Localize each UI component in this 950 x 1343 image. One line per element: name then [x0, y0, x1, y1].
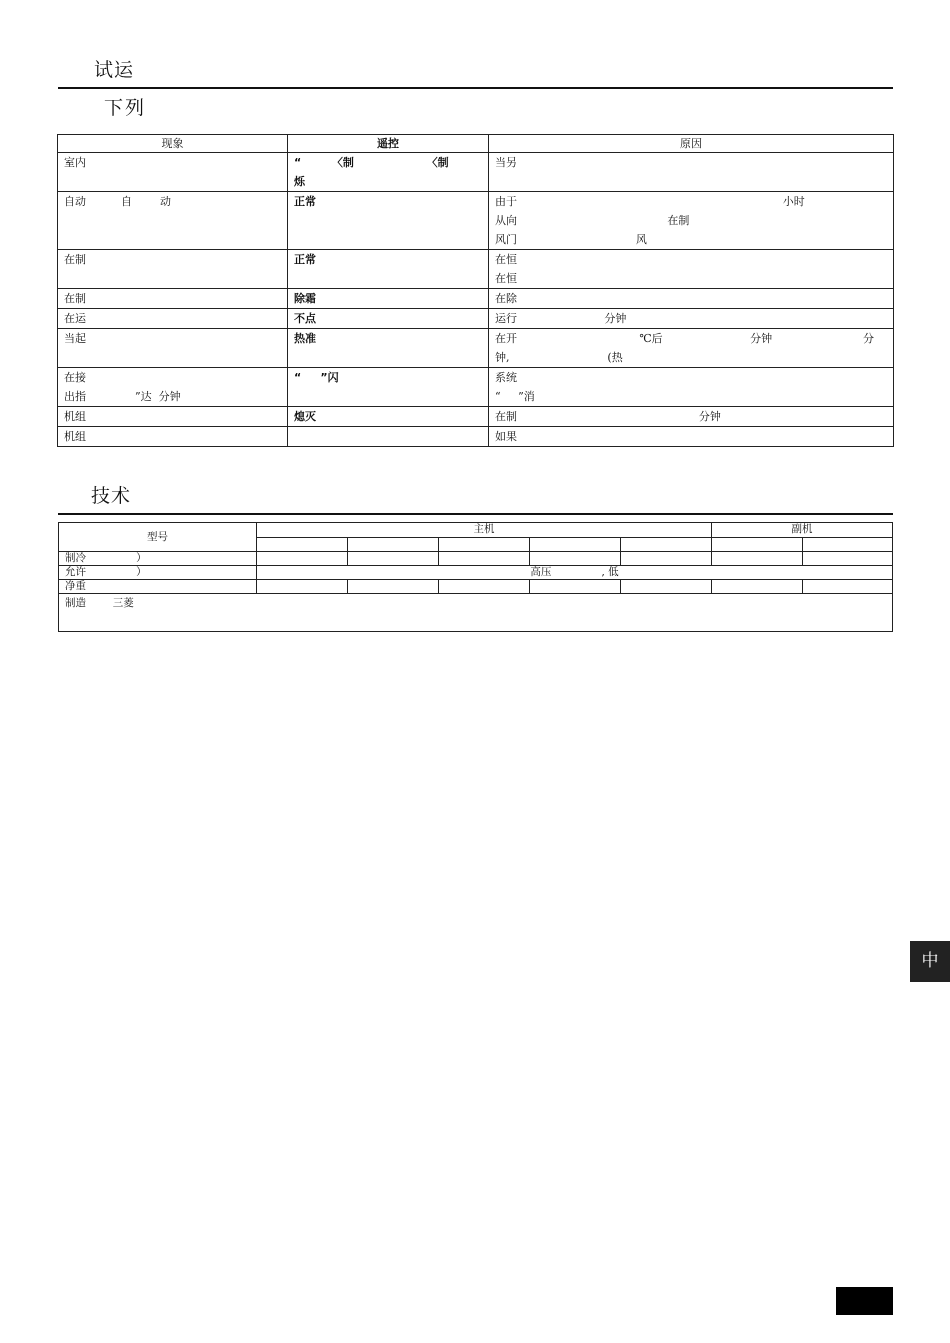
table-row [58, 250, 894, 289]
phenomenon-cell-text: 机组 [64, 430, 86, 443]
phenomenon-cell-text: 当起 [64, 332, 86, 345]
divider [58, 87, 893, 89]
phenomenon-cell [58, 192, 288, 250]
cause-cell [489, 309, 894, 329]
remote-cell [288, 250, 489, 289]
table-row [58, 427, 894, 447]
phenomenon-cell-text: 出指 ”达 分钟 [64, 390, 181, 403]
phenomenon-cell [58, 250, 288, 289]
remote-cell [288, 427, 489, 447]
cause-cell [489, 427, 894, 447]
remote-cell-text: 正常 [294, 253, 316, 266]
table-row [58, 329, 894, 368]
cause-cell-text: 由于 小时 [495, 195, 805, 208]
cause-cell-text: 在制 分钟 [495, 410, 721, 423]
table-row [58, 153, 894, 192]
page-number-box [836, 1287, 893, 1315]
table-header-row [58, 135, 894, 153]
cause-cell [489, 250, 894, 289]
remote-cell-text: 除霜 [294, 292, 316, 305]
phenomenon-cell [58, 368, 288, 407]
cause-cell [489, 153, 894, 192]
remote-cell [288, 407, 489, 427]
troubleshooting-table [57, 134, 894, 447]
cause-cell [489, 368, 894, 407]
phenomenon-cell-text: 在制 [64, 292, 86, 305]
section-subtitle-list: 下列 [104, 97, 147, 119]
phenomenon-cell-text: 室内 [64, 156, 86, 169]
spec-label-weight: 净重 [59, 580, 257, 594]
phenomenon-cell [58, 309, 288, 329]
cause-cell-text: 在恒 [495, 272, 517, 285]
section-title-specs: 技术 [91, 485, 132, 507]
remote-cell [288, 153, 489, 192]
phenomenon-cell [58, 427, 288, 447]
phenomenon-cell [58, 329, 288, 368]
phenomenon-cell-text: 机组 [64, 410, 86, 423]
spec-row [59, 580, 893, 594]
table-row [58, 289, 894, 309]
remote-cell-text: “ 〈制 〈制 [294, 156, 449, 169]
remote-cell-text: 热准 [294, 332, 316, 345]
cause-cell-text: 风门 风 [495, 233, 647, 246]
phenomenon-cell [58, 407, 288, 427]
header-cause: 原因 [489, 135, 894, 153]
specifications-table [58, 522, 893, 632]
phenomenon-cell-text: 自动 自 动 [64, 195, 171, 208]
language-tab[interactable] [910, 941, 950, 982]
spec-label-allowed: 允许 ） [59, 566, 257, 580]
cause-cell-text: 从向 在制 [495, 214, 690, 227]
maker-label: 制造 三菱 [59, 594, 893, 632]
table-row [58, 309, 894, 329]
remote-cell [288, 329, 489, 368]
cause-cell [489, 407, 894, 427]
cause-cell [489, 192, 894, 250]
table-row [58, 368, 894, 407]
remote-cell [288, 368, 489, 407]
spec-row [59, 552, 893, 566]
cause-cell-text: 系统 [495, 371, 517, 384]
section-title-test-run: 试运 [94, 59, 135, 81]
table-row [58, 192, 894, 250]
maker-row [59, 594, 893, 632]
remote-cell-text: 烁 [294, 175, 305, 188]
cause-cell [489, 329, 894, 368]
remote-cell-text [294, 427, 482, 446]
cause-cell-text: 如果 [495, 430, 517, 443]
cause-cell [489, 289, 894, 309]
spec-pressure-value: 高压 , 低 [257, 566, 893, 580]
cause-cell-text: 钟, (热 [495, 351, 623, 364]
spec-row [59, 566, 893, 580]
phenomenon-cell-text: 在制 [64, 253, 86, 266]
remote-cell-text: “ ”闪 [294, 371, 339, 384]
cause-cell-text: 当另 [495, 156, 517, 169]
remote-cell-text: 正常 [294, 195, 316, 208]
cause-cell-text: 在恒 [495, 253, 517, 266]
cause-cell-text: “ ”消 [495, 390, 535, 403]
phenomenon-cell [58, 289, 288, 309]
header-phenomenon: 现象 [58, 135, 288, 153]
table-row [58, 407, 894, 427]
spec-label-cooling: 制冷 ） [59, 552, 257, 566]
remote-cell [288, 309, 489, 329]
remote-cell-text: 熄灭 [294, 410, 316, 423]
phenomenon-cell-text: 在接 [64, 371, 86, 384]
remote-cell [288, 289, 489, 309]
model-label: 型号 [59, 523, 257, 552]
main-unit-header: 主机 [257, 523, 712, 538]
sub-unit-header: 副机 [712, 523, 893, 538]
cause-cell-text: 在开 ℃后 分钟 分 [495, 332, 875, 345]
cause-cell-text: 在除 [495, 292, 517, 305]
remote-cell-text: 不点 [294, 312, 316, 325]
cause-cell-text: 运行 分钟 [495, 312, 627, 325]
header-remote: 遥控 [288, 135, 489, 153]
language-tab-label: 中 [921, 951, 939, 971]
phenomenon-cell [58, 153, 288, 192]
phenomenon-cell-text: 在运 [64, 312, 86, 325]
remote-cell [288, 192, 489, 250]
divider [58, 513, 893, 515]
